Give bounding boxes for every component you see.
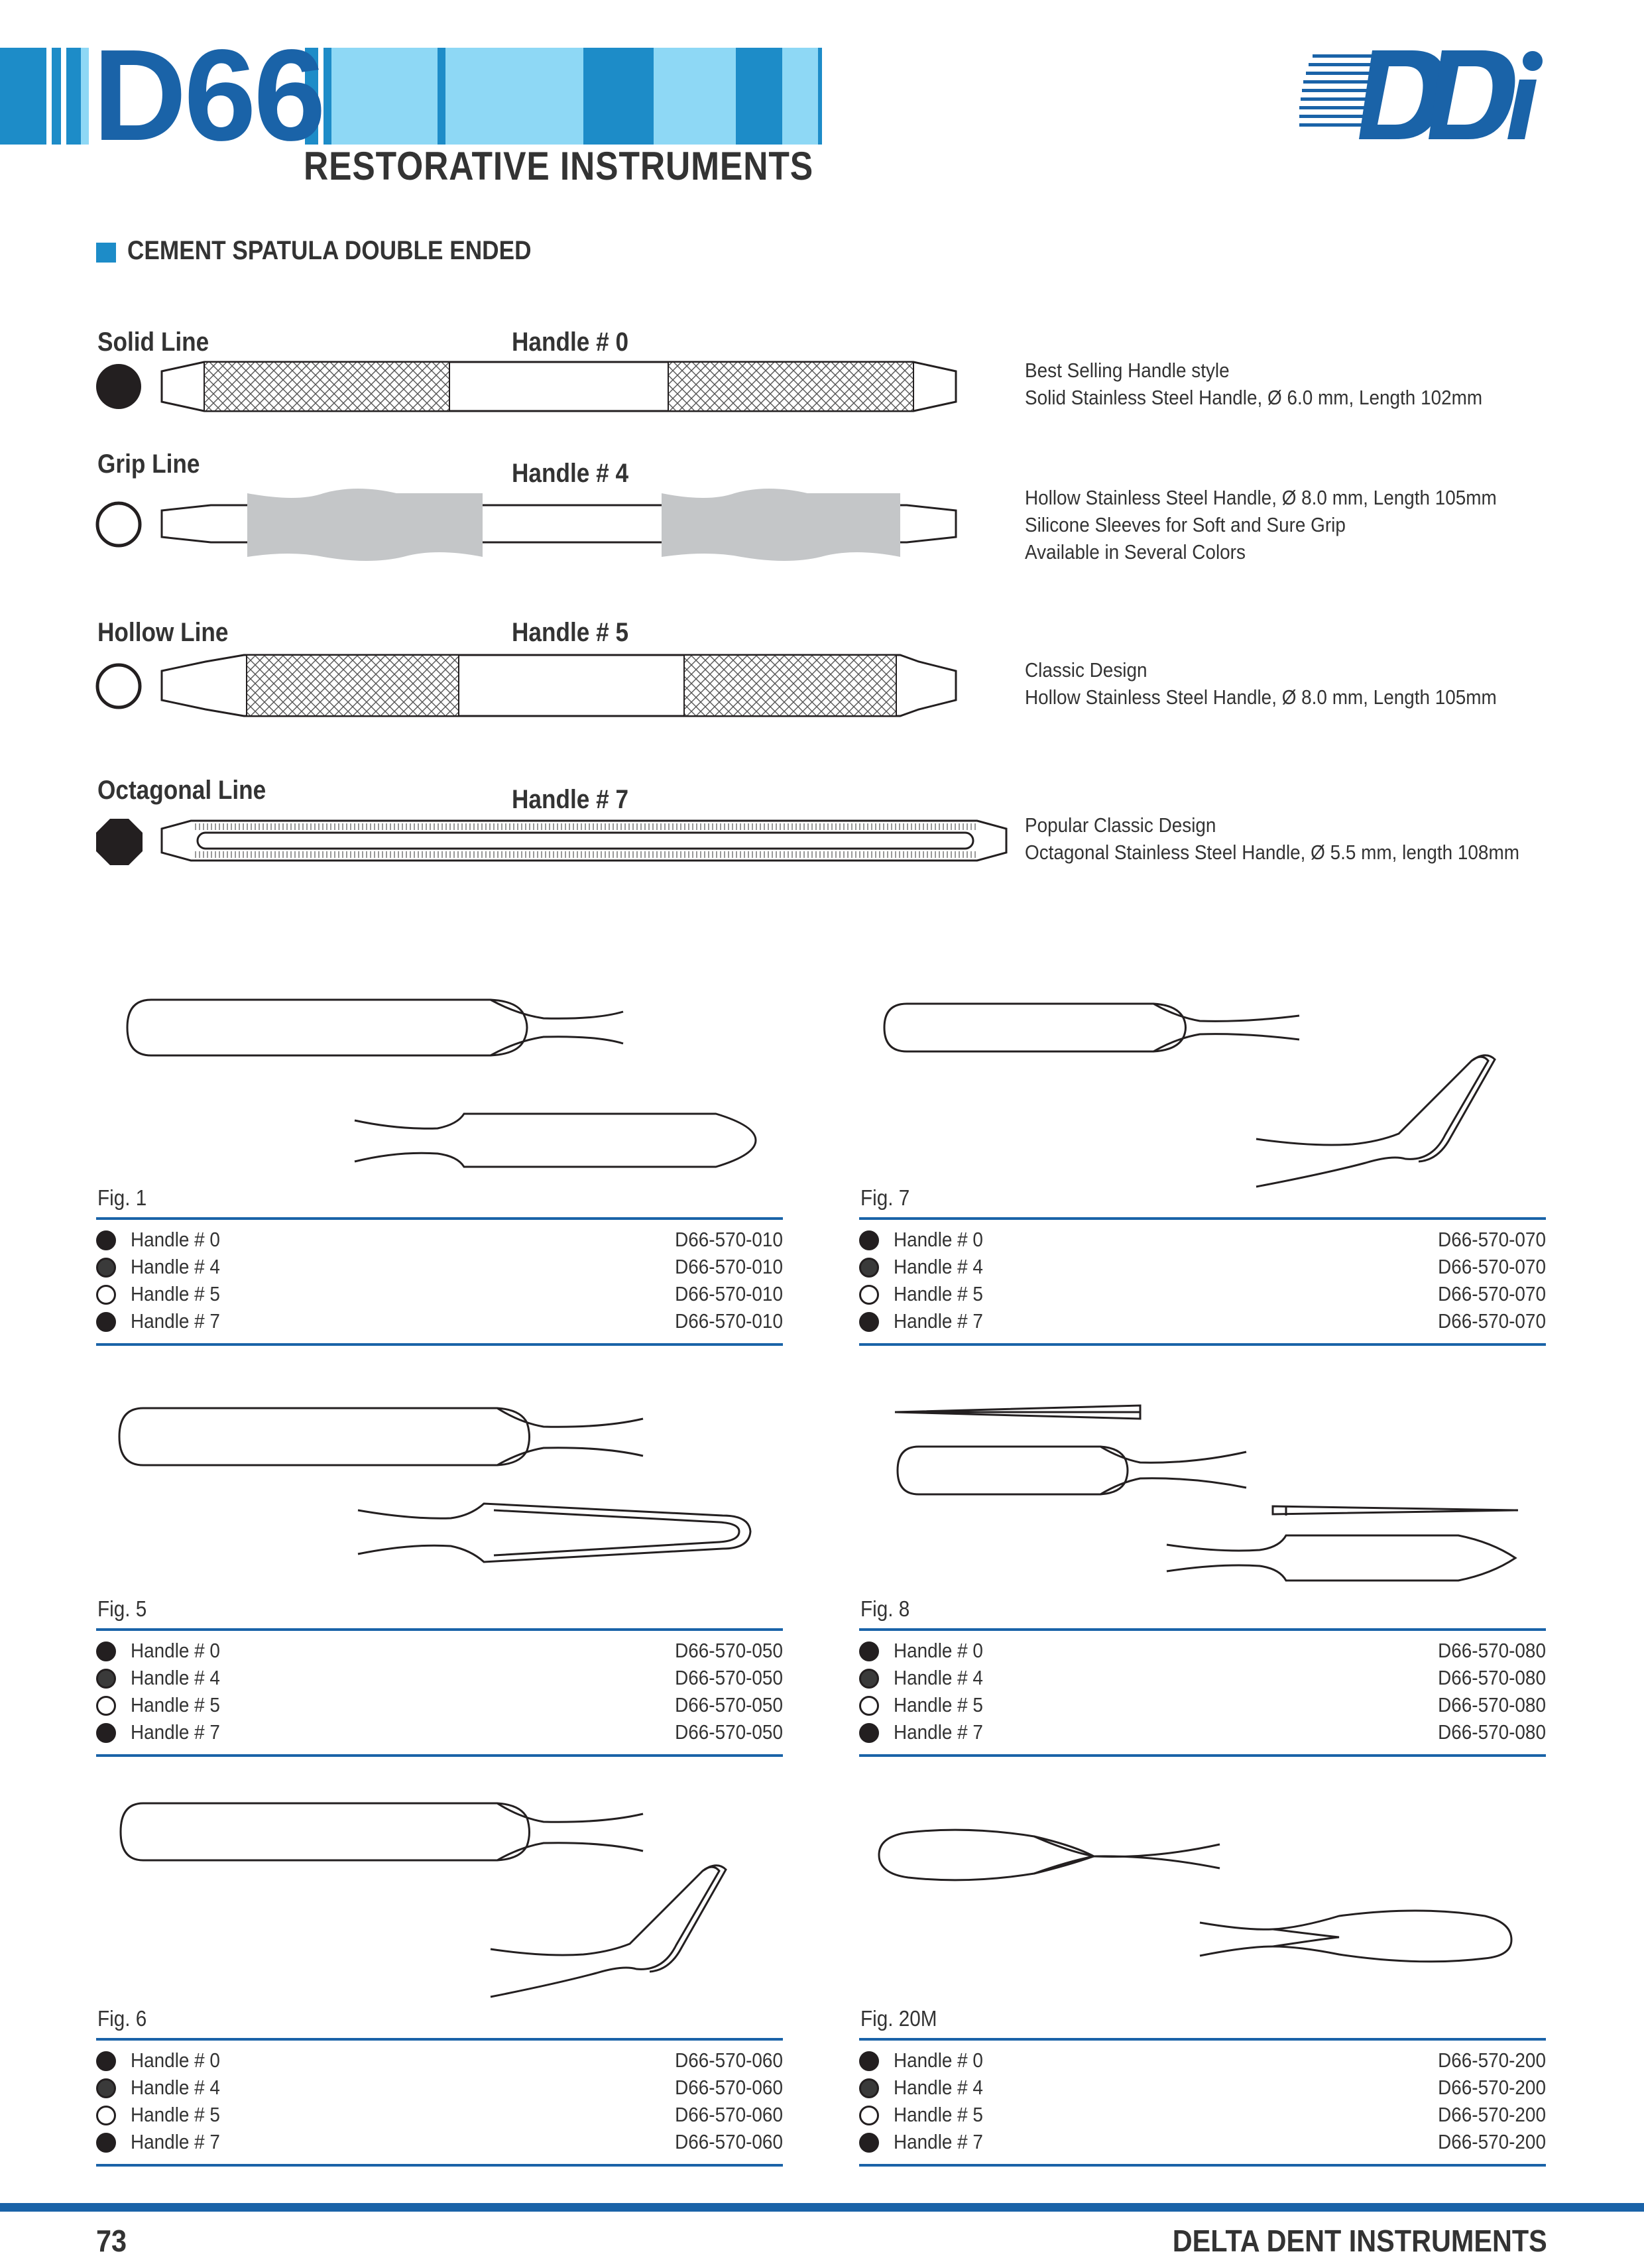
divider bbox=[96, 1628, 783, 1631]
product-code: D66-570-080 bbox=[1438, 1720, 1546, 1744]
fig-6-label: Fig. 6 bbox=[97, 2006, 147, 2031]
table-row bbox=[96, 1309, 783, 1337]
table-row bbox=[859, 1282, 1546, 1309]
fig-5-label: Fig. 5 bbox=[97, 1596, 147, 1621]
filled-octagon-icon bbox=[96, 2133, 116, 2153]
divider bbox=[859, 1754, 1546, 1757]
divider bbox=[96, 2038, 783, 2041]
filled-circle-icon bbox=[859, 1230, 879, 1250]
table-row bbox=[96, 2103, 783, 2130]
table-row bbox=[859, 2076, 1546, 2103]
fig-5-illustration bbox=[113, 1399, 762, 1571]
product-code: D66-570-200 bbox=[1438, 2103, 1546, 2126]
fig-7-label: Fig. 7 bbox=[860, 1185, 910, 1210]
header-stripe bbox=[654, 48, 736, 145]
desc-line: Hollow Stainless Steel Handle, Ø 8.0 mm, Length 105mm bbox=[1025, 486, 1497, 509]
open-circle-icon bbox=[95, 501, 142, 548]
handle-5-description bbox=[1025, 656, 1497, 711]
handle-0-illustration bbox=[158, 357, 960, 416]
fig-8-illustration bbox=[888, 1399, 1538, 1598]
fig-1-illustration bbox=[119, 988, 769, 1173]
product-code: D66-570-050 bbox=[675, 1693, 783, 1716]
product-code: D66-570-080 bbox=[1438, 1693, 1546, 1716]
header-stripe bbox=[818, 48, 822, 145]
header-stripe bbox=[445, 48, 583, 145]
line-name-octagonal: Octagonal Line bbox=[97, 776, 266, 805]
header-stripe bbox=[323, 48, 331, 145]
product-code: D66-570-080 bbox=[1438, 1639, 1546, 1662]
desc-line: Classic Design bbox=[1025, 658, 1147, 682]
handle-label: Handle # 7 bbox=[894, 1309, 983, 1333]
product-code: D66-570-070 bbox=[1438, 1228, 1546, 1251]
handle-label: Handle # 4 bbox=[894, 2076, 983, 2099]
header-stripe bbox=[81, 48, 89, 145]
product-code: D66-570-060 bbox=[675, 2103, 783, 2126]
header-stripe bbox=[0, 48, 46, 145]
table-row bbox=[859, 2103, 1546, 2130]
product-code: D66-570-060 bbox=[675, 2076, 783, 2099]
product-code: D66-570-050 bbox=[675, 1720, 783, 1744]
desc-line: Available in Several Colors bbox=[1025, 540, 1246, 564]
filled-circle-icon bbox=[96, 2051, 116, 2071]
handle-label: Handle # 5 bbox=[894, 2103, 983, 2126]
divider bbox=[96, 1343, 783, 1346]
handle-0-description bbox=[1025, 357, 1482, 411]
open-circle-icon bbox=[95, 663, 142, 709]
open-circle-icon bbox=[96, 1285, 116, 1305]
ddi-logo bbox=[1299, 46, 1551, 146]
fig-6-illustration bbox=[113, 1790, 762, 2002]
table-row bbox=[96, 1639, 783, 1666]
handle-label: Handle # 7 bbox=[131, 1309, 220, 1333]
filled-octagon-icon bbox=[859, 1723, 879, 1743]
handle-label: Handle # 7 bbox=[894, 1720, 983, 1744]
divider bbox=[96, 1754, 783, 1757]
table-row bbox=[859, 2130, 1546, 2157]
filled-circle-icon bbox=[96, 1230, 116, 1250]
table-row bbox=[96, 1666, 783, 1693]
divider bbox=[859, 1343, 1546, 1346]
open-circle-icon bbox=[859, 2106, 879, 2125]
filled-octagon-icon bbox=[96, 1723, 116, 1743]
section-title: CEMENT SPATULA DOUBLE ENDED bbox=[127, 236, 532, 265]
open-circle-icon bbox=[96, 2106, 116, 2125]
filled-octagon-icon bbox=[859, 1312, 879, 1332]
header-stripe bbox=[331, 48, 438, 145]
page-number: 73 bbox=[96, 2224, 127, 2258]
product-code: D66-570-080 bbox=[1438, 1666, 1546, 1689]
divider bbox=[859, 1628, 1546, 1631]
table-row bbox=[96, 1720, 783, 1748]
handle-label: Handle # 0 bbox=[131, 1639, 220, 1662]
handle-7-description bbox=[1025, 811, 1519, 866]
open-circle-icon bbox=[96, 1696, 116, 1716]
handle-label: Handle # 4 bbox=[131, 1666, 220, 1689]
company-name: DELTA DENT INSTRUMENTS bbox=[1172, 2224, 1547, 2258]
filled-octagon-icon bbox=[96, 1312, 116, 1332]
handle-name-4: Handle # 4 bbox=[512, 459, 629, 488]
handle-label: Handle # 5 bbox=[131, 1282, 220, 1305]
handle-label: Handle # 4 bbox=[894, 1666, 983, 1689]
header-stripe bbox=[66, 48, 81, 145]
handle-5-illustration bbox=[158, 651, 960, 720]
handle-label: Handle # 5 bbox=[131, 2103, 220, 2126]
grey-circle-icon bbox=[859, 2078, 879, 2098]
grey-circle-icon bbox=[96, 1669, 116, 1689]
fig-1-label: Fig. 1 bbox=[97, 1185, 147, 1210]
open-circle-icon bbox=[859, 1285, 879, 1305]
product-code-title: D66 bbox=[93, 23, 323, 168]
divider bbox=[859, 2038, 1546, 2041]
table-row bbox=[96, 1282, 783, 1309]
handle-label: Handle # 0 bbox=[131, 1228, 220, 1251]
product-code: D66-570-060 bbox=[675, 2049, 783, 2072]
desc-line: Silicone Sleeves for Soft and Sure Grip bbox=[1025, 513, 1346, 536]
header-stripe bbox=[52, 48, 61, 145]
product-code: D66-570-070 bbox=[1438, 1282, 1546, 1305]
line-name-solid: Solid Line bbox=[97, 328, 209, 357]
fig-7-illustration bbox=[875, 988, 1525, 1200]
fig-8-label: Fig. 8 bbox=[860, 1596, 910, 1621]
product-code: D66-570-050 bbox=[675, 1666, 783, 1689]
product-code: D66-570-010 bbox=[675, 1255, 783, 1278]
handle-label: Handle # 5 bbox=[894, 1693, 983, 1716]
desc-line: Best Selling Handle style bbox=[1025, 359, 1230, 382]
desc-line: Popular Classic Design bbox=[1025, 813, 1216, 837]
table-row bbox=[96, 1693, 783, 1720]
table-row bbox=[96, 2049, 783, 2076]
handle-7-illustration bbox=[158, 815, 1010, 866]
grey-circle-icon bbox=[96, 2078, 116, 2098]
divider bbox=[96, 2164, 783, 2167]
handle-label: Handle # 5 bbox=[131, 1693, 220, 1716]
divider bbox=[859, 2164, 1546, 2167]
divider bbox=[859, 1217, 1546, 1220]
table-row bbox=[859, 1309, 1546, 1337]
fig-20m-label: Fig. 20M bbox=[860, 2006, 937, 2031]
handle-label: Handle # 5 bbox=[894, 1282, 983, 1305]
filled-circle-icon bbox=[859, 2051, 879, 2071]
table-row bbox=[859, 1720, 1546, 1748]
product-code: D66-570-060 bbox=[675, 2130, 783, 2153]
product-code: D66-570-200 bbox=[1438, 2130, 1546, 2153]
page-subtitle: RESTORATIVE INSTRUMENTS bbox=[304, 144, 813, 188]
handle-label: Handle # 7 bbox=[131, 2130, 220, 2153]
product-code: D66-570-010 bbox=[675, 1228, 783, 1251]
product-code: D66-570-070 bbox=[1438, 1255, 1546, 1278]
header-stripe bbox=[438, 48, 445, 145]
filled-circle-icon bbox=[96, 1641, 116, 1661]
header-stripe bbox=[583, 48, 654, 145]
table-row bbox=[859, 1693, 1546, 1720]
desc-line: Octagonal Stainless Steel Handle, Ø 5.5 mm, length 108mm bbox=[1025, 841, 1519, 864]
product-code: D66-570-070 bbox=[1438, 1309, 1546, 1333]
handle-label: Handle # 4 bbox=[894, 1255, 983, 1278]
handle-label: Handle # 0 bbox=[894, 2049, 983, 2072]
filled-octagon-icon bbox=[95, 818, 143, 866]
product-code: D66-570-200 bbox=[1438, 2076, 1546, 2099]
line-name-grip: Grip Line bbox=[97, 449, 200, 479]
handle-label: Handle # 7 bbox=[894, 2130, 983, 2153]
handle-4-description bbox=[1025, 484, 1497, 566]
handle-name-5: Handle # 5 bbox=[512, 618, 629, 647]
table-row bbox=[96, 1255, 783, 1282]
table-row bbox=[96, 2130, 783, 2157]
handle-4-illustration bbox=[158, 484, 960, 564]
table-row bbox=[859, 1255, 1546, 1282]
footer-bar bbox=[0, 2203, 1644, 2212]
open-circle-icon bbox=[859, 1696, 879, 1716]
section-marker bbox=[96, 243, 116, 263]
filled-octagon-icon bbox=[859, 2133, 879, 2153]
fig-20m-illustration bbox=[875, 1817, 1525, 1976]
desc-line: Solid Stainless Steel Handle, Ø 6.0 mm, Length 102mm bbox=[1025, 386, 1483, 409]
desc-line: Hollow Stainless Steel Handle, Ø 8.0 mm, Length 105mm bbox=[1025, 686, 1497, 709]
product-code: D66-570-050 bbox=[675, 1639, 783, 1662]
filled-circle-icon bbox=[859, 1641, 879, 1661]
grey-circle-icon bbox=[859, 1669, 879, 1689]
handle-label: Handle # 7 bbox=[131, 1720, 220, 1744]
handle-label: Handle # 0 bbox=[894, 1639, 983, 1662]
handle-label: Handle # 4 bbox=[131, 1255, 220, 1278]
table-row bbox=[859, 1639, 1546, 1666]
product-code: D66-570-200 bbox=[1438, 2049, 1546, 2072]
handle-label: Handle # 0 bbox=[131, 2049, 220, 2072]
table-row bbox=[96, 2076, 783, 2103]
handle-label: Handle # 0 bbox=[894, 1228, 983, 1251]
product-code: D66-570-010 bbox=[675, 1309, 783, 1333]
divider bbox=[96, 1217, 783, 1220]
handle-label: Handle # 4 bbox=[131, 2076, 220, 2099]
table-row bbox=[859, 2049, 1546, 2076]
header-stripe bbox=[736, 48, 782, 145]
handle-name-7: Handle # 7 bbox=[512, 785, 629, 814]
handle-name-0: Handle # 0 bbox=[512, 328, 629, 357]
grey-circle-icon bbox=[859, 1258, 879, 1278]
table-row bbox=[859, 1228, 1546, 1255]
table-row bbox=[859, 1666, 1546, 1693]
table-row bbox=[96, 1228, 783, 1255]
header-stripe bbox=[782, 48, 818, 145]
product-code: D66-570-010 bbox=[675, 1282, 783, 1305]
filled-circle-icon bbox=[95, 363, 142, 410]
grey-circle-icon bbox=[96, 1258, 116, 1278]
line-name-hollow: Hollow Line bbox=[97, 618, 229, 647]
